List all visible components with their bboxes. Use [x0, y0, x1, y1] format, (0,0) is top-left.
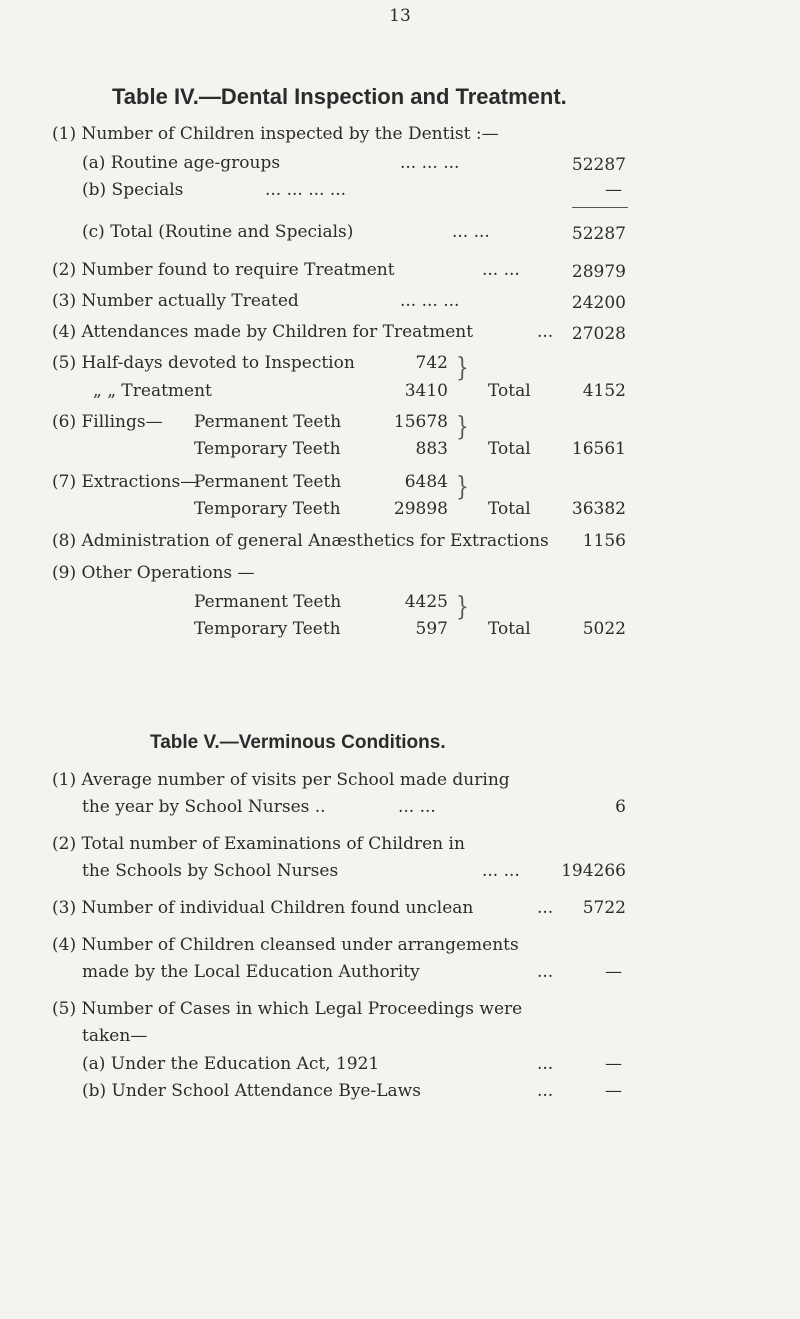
- t4-item3-value: 24200: [571, 293, 626, 313]
- t4-item5-brace: }: [456, 351, 469, 383]
- t4-item7-label: (7) Extractions—: [52, 472, 198, 492]
- t4-item1a-label: (a) Routine age-groups: [82, 153, 281, 173]
- t5-item1-dots: ... ...: [398, 797, 436, 817]
- t4-item4-value: 27028: [571, 324, 626, 344]
- t4-item7-brace: }: [456, 470, 469, 502]
- table-iv-title: Table IV.—Dental Inspection and Treatment.: [112, 84, 567, 109]
- t4-item9-total-label: Total: [488, 619, 531, 639]
- t4-item7-temporary-label: Temporary Teeth: [194, 499, 341, 519]
- t5-item5b-dots: ...: [537, 1081, 554, 1101]
- t4-item6-total-label: Total: [488, 439, 531, 459]
- t4-item7-total-label: Total: [488, 499, 531, 519]
- t4-item9-permanent-label: Permanent Teeth: [194, 592, 342, 612]
- t4-item2-label: (2) Number found to require Treatment: [52, 260, 395, 280]
- t5-item2-line2: the Schools by School Nurses: [82, 861, 339, 881]
- t4-item6-brace: }: [456, 410, 469, 442]
- t4-item6-temporary-label: Temporary Teeth: [194, 439, 341, 459]
- t4-item1b-dots: ... ... ... ...: [265, 180, 347, 200]
- t4-item5-label: (5) Half-days devoted to Inspection: [52, 353, 355, 373]
- t4-item4-label: (4) Attendances made by Children for Treatment: [52, 322, 474, 342]
- t5-item5b-value: —: [605, 1081, 622, 1101]
- t4-item1-label: (1) Number of Children inspected by the Dentist :—: [52, 124, 499, 144]
- t4-item2-dots: ... ...: [482, 260, 520, 280]
- t5-item2-value: 194266: [561, 861, 626, 881]
- t5-item4-line1: (4) Number of Children cleansed under arrangements: [52, 935, 519, 955]
- t4-item1c-label: (c) Total (Routine and Specials): [82, 222, 354, 242]
- t5-item3-label: (3) Number of individual Children found unclean: [52, 898, 474, 918]
- t4-item6-total: 16561: [571, 439, 626, 459]
- t5-item1-line1: (1) Average number of visits per School made during: [52, 770, 510, 790]
- t4-item5-treatment-value: 3410: [404, 381, 448, 401]
- t5-item5-line2: taken—: [82, 1026, 148, 1046]
- t4-item7-permanent-value: 6484: [404, 472, 448, 492]
- t4-item6-label: (6) Fillings—: [52, 412, 163, 432]
- t4-item5-total-label: Total: [488, 381, 531, 401]
- t4-item3-label: (3) Number actually Treated: [52, 291, 299, 311]
- t4-item9-label: (9) Other Operations —: [52, 563, 255, 583]
- t4-item7-permanent-label: Permanent Teeth: [194, 472, 342, 492]
- t4-sum-rule: [572, 207, 628, 208]
- t5-item4-dots: ...: [537, 962, 554, 982]
- t4-item1b-label: (b) Specials: [82, 180, 184, 200]
- t4-item5-total: 4152: [582, 381, 626, 401]
- t4-item1c-value: 52287: [571, 224, 626, 244]
- t5-item2-line1: (2) Total number of Examinations of Children in: [52, 834, 465, 854]
- t5-item1-value: 6: [615, 797, 626, 817]
- t4-item6-permanent-label: Permanent Teeth: [194, 412, 342, 432]
- t4-item4-dots: ...: [537, 322, 554, 342]
- t4-item5-treatment-label: „ „ Treatment: [93, 381, 212, 401]
- t4-item7-temporary-value: 29898: [393, 499, 448, 519]
- t4-item2-value: 28979: [571, 262, 626, 282]
- t5-item5b-label: (b) Under School Attendance Bye-Laws: [82, 1081, 421, 1101]
- t4-item6-temporary-value: 883: [415, 439, 448, 459]
- t5-item5a-label: (a) Under the Education Act, 1921: [82, 1054, 380, 1074]
- t5-item5a-dots: ...: [537, 1054, 554, 1074]
- t4-item9-permanent-value: 4425: [404, 592, 448, 612]
- t4-item9-brace: }: [456, 590, 469, 622]
- t5-item4-value: —: [605, 962, 622, 982]
- t4-item3-dots: ... ... ...: [400, 291, 460, 311]
- t5-item2-dots: ... ...: [482, 861, 520, 881]
- t4-item7-total: 36382: [571, 499, 626, 519]
- t4-item8-value: 1156: [582, 531, 626, 551]
- t5-item4-line2: made by the Local Education Authority: [82, 962, 420, 982]
- t5-item5a-value: —: [605, 1054, 622, 1074]
- t5-item3-value: 5722: [582, 898, 626, 918]
- t5-item1-line2: the year by School Nurses ..: [82, 797, 326, 817]
- t4-item1a-value: 52287: [571, 155, 626, 175]
- t4-item1a-dots: ... ... ...: [400, 153, 460, 173]
- t4-item5-inspection-value: 742: [415, 353, 448, 373]
- t4-item8-label: (8) Administration of general Anæsthetics for Extractions: [52, 531, 549, 551]
- page-number: 13: [389, 6, 411, 26]
- t4-item9-temporary-value: 597: [415, 619, 448, 639]
- t4-item1c-dots: ... ...: [452, 222, 490, 242]
- t4-item9-total: 5022: [582, 619, 626, 639]
- table-v-title: Table V.—Verminous Conditions.: [150, 732, 446, 753]
- t4-item9-temporary-label: Temporary Teeth: [194, 619, 341, 639]
- t5-item5-line1: (5) Number of Cases in which Legal Proceedings were: [52, 999, 523, 1019]
- t5-item3-dots: ...: [537, 898, 554, 918]
- t4-item1b-value: —: [605, 180, 622, 200]
- t4-item6-permanent-value: 15678: [393, 412, 448, 432]
